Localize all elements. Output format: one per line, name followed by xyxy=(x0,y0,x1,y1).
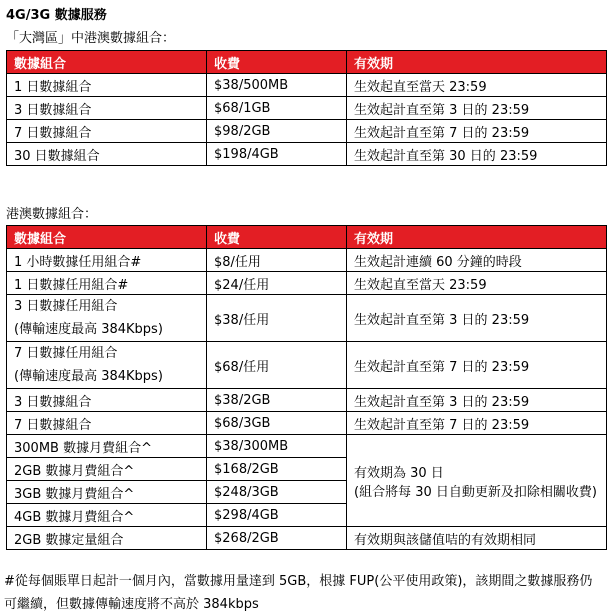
plan-cell: 7 日數據組合 xyxy=(7,120,207,143)
footnote-line: 可繼續，但數據傳輸速度將不高於 384kbps xyxy=(4,597,259,612)
column-header-validity: 有效期 xyxy=(347,226,607,249)
price-cell: $38/500MB xyxy=(207,74,347,97)
plan-cell: 3 日數據組合 xyxy=(7,97,207,120)
validity-cell: 生效起計直至第 7 日的 23:59 xyxy=(347,412,607,435)
plan-cell: 2GB 數據定量組合 xyxy=(7,527,207,550)
table-header-row xyxy=(7,226,607,249)
plan-cell: 3 日數據組合 xyxy=(7,389,207,412)
validity-cell: 生效起計直至第 3 日的 23:59 xyxy=(347,389,607,412)
section2-heading: 港澳數據組合： xyxy=(6,207,98,222)
plan-name: 7 日數據任用組合 xyxy=(14,346,118,361)
plan-cell: 3GB 數據月費組合^ xyxy=(7,481,207,504)
plan-cell xyxy=(7,295,207,342)
column-header-plan: 數據組合 xyxy=(7,226,207,249)
price-cell: $298/4GB xyxy=(207,504,347,527)
plan-speed-note: (傳輸速度最高 384Kbps) xyxy=(14,322,163,337)
plan-cell: 30 日數據組合 xyxy=(7,143,207,166)
price-cell: $168/2GB xyxy=(207,458,347,481)
monthly-validity-cell xyxy=(347,435,607,527)
validity-cell: 生效起計直至第 30 日的 23:59 xyxy=(347,143,607,166)
column-header-price: 收費 xyxy=(207,226,347,249)
table-row xyxy=(7,249,607,272)
table-row xyxy=(7,435,607,458)
column-header-plan: 數據組合 xyxy=(7,51,207,74)
plan-cell: 2GB 數據月費組合^ xyxy=(7,458,207,481)
validity-cell: 生效起計連續 60 分鐘的時段 xyxy=(347,249,607,272)
price-cell: $68/1GB xyxy=(207,97,347,120)
price-cell: $68/3GB xyxy=(207,412,347,435)
table-row xyxy=(7,120,607,143)
table-row xyxy=(7,143,607,166)
validity-cell: 生效起計直至第 3 日的 23:59 xyxy=(347,97,607,120)
plan-cell: 7 日數據組合 xyxy=(7,412,207,435)
plan-cell: 1 日數據任用組合# xyxy=(7,272,207,295)
monthly-validity-text: 有效期為 30 日 xyxy=(354,465,444,481)
plan-cell xyxy=(7,342,207,389)
table-row xyxy=(7,74,607,97)
table-row xyxy=(7,389,607,412)
validity-cell: 生效起計直至第 7 日的 23:59 xyxy=(347,342,607,389)
table-row xyxy=(7,272,607,295)
greater-bay-area-table xyxy=(6,50,607,166)
plan-name: 3 日數據任用組合 xyxy=(14,299,118,314)
table-row xyxy=(7,295,607,342)
plan-cell: 300MB 數據月費組合^ xyxy=(7,435,207,458)
page-title: 4G/3G 數據服務 xyxy=(6,8,107,23)
validity-cell: 生效起計直至第 3 日的 23:59 xyxy=(347,295,607,342)
validity-cell: 生效起直至當天 23:59 xyxy=(347,272,607,295)
price-cell: $198/4GB xyxy=(207,143,347,166)
price-cell: $38/任用 xyxy=(207,295,347,342)
price-cell: $38/300MB xyxy=(207,435,347,458)
price-cell: $268/2GB xyxy=(207,527,347,550)
validity-cell: 生效起計直至第 7 日的 23:59 xyxy=(347,120,607,143)
section1-heading: 「大灣區」中港澳數據組合： xyxy=(6,31,176,46)
plan-cell: 1 小時數據任用組合# xyxy=(7,249,207,272)
plan-speed-note: (傳輸速度最高 384Kbps) xyxy=(14,369,163,384)
price-cell: $98/2GB xyxy=(207,120,347,143)
price-cell: $248/3GB xyxy=(207,481,347,504)
table-row xyxy=(7,97,607,120)
validity-cell: 生效起直至當天 23:59 xyxy=(347,74,607,97)
plan-cell: 1 日數據組合 xyxy=(7,74,207,97)
price-cell: $8/任用 xyxy=(207,249,347,272)
validity-cell: 有效期與該儲值咭的有效期相同 xyxy=(347,527,607,550)
price-cell: $68/任用 xyxy=(207,342,347,389)
hk-macau-table xyxy=(6,225,607,550)
footnote-line: #從每個賬單日起計一個月內，當數據用量達到 5GB，根據 FUP(公平使用政策)，該期間之數據服務仍 xyxy=(4,574,593,589)
table-row xyxy=(7,342,607,389)
plan-cell: 4GB 數據月費組合^ xyxy=(7,504,207,527)
monthly-renewal-note: (組合將每 30 日自動更新及扣除相關收費) xyxy=(354,484,597,500)
table-row xyxy=(7,412,607,435)
column-header-price: 收費 xyxy=(207,51,347,74)
column-header-validity: 有效期 xyxy=(347,51,607,74)
price-cell: $24/任用 xyxy=(207,272,347,295)
price-cell: $38/2GB xyxy=(207,389,347,412)
fup-footnote xyxy=(4,570,608,616)
table-header-row xyxy=(7,51,607,74)
table-row xyxy=(7,527,607,550)
